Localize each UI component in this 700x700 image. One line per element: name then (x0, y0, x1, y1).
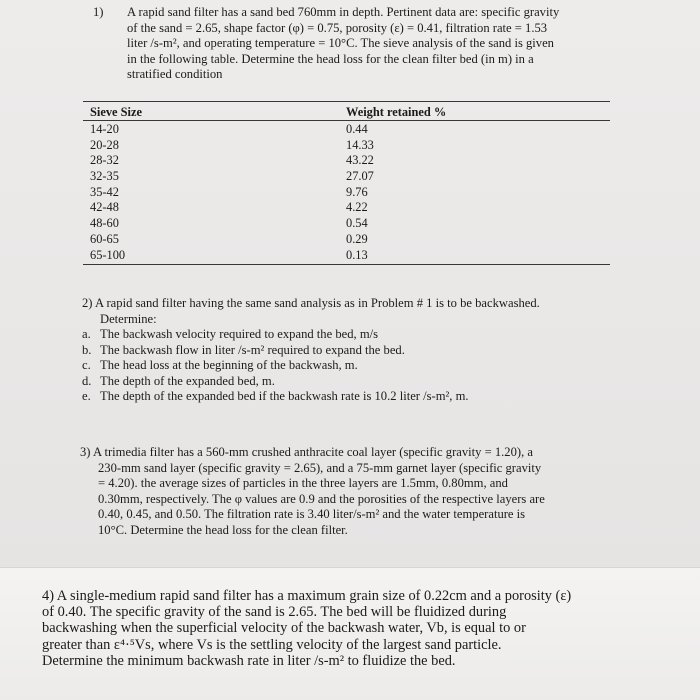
weight-retained-cell: 14.33 (346, 137, 374, 152)
table-header-sieve-size: Sieve Size (90, 105, 142, 119)
problem-3-text (80, 445, 620, 538)
item-label: a. (82, 327, 91, 341)
problem-4-line: Determine the minimum backwash rate in liter /s-m² to fluidize the bed. (42, 652, 456, 669)
sieve-size-cell: 32-35 (90, 169, 119, 184)
weight-retained-cell: 9.76 (346, 184, 368, 199)
table-row (0, 248, 700, 264)
sieve-size-cell: 65-100 (90, 247, 126, 262)
item-label: c. (82, 358, 91, 372)
weight-retained-cell: 0.13 (346, 247, 368, 262)
sieve-table-body (0, 122, 700, 263)
sieve-size-cell: 20-28 (90, 137, 119, 152)
table-bottom-rule (83, 264, 610, 265)
problem-1-text (127, 5, 627, 83)
table-row (0, 216, 700, 232)
table-row (0, 232, 700, 248)
table-top-rule (83, 101, 610, 102)
table-row (0, 122, 700, 138)
problem-2-item (82, 389, 622, 405)
problem-2-item (82, 358, 622, 374)
problem-3-line: 0.30mm, respectively. The φ values are 0.9 and the porosities of the respective layers are (98, 491, 545, 506)
problem-2-determine: Determine: (100, 311, 157, 326)
sieve-size-cell: 60-65 (90, 231, 119, 246)
problem-2-item (82, 374, 622, 390)
table-row (0, 169, 700, 185)
weight-retained-cell: 27.07 (346, 169, 374, 184)
table-row (0, 200, 700, 216)
problem-3-line: = 4.20). the average sizes of particles in the three layers are 1.5mm, 0.80mm, and (98, 476, 508, 490)
problem-3-line: 10°C. Determine the head loss for the clean filter. (98, 522, 348, 537)
item-text: The depth of the expanded bed if the backwash rate is 10.2 liter /s-m², m. (100, 389, 469, 403)
problem-1-line: liter /s-m², and operating temperature = 10°C. The sieve analysis of the sand is given (127, 36, 554, 50)
problem-4-line: backwashing when the superficial velocity of the backwash water, Vb, is equal to or (42, 620, 526, 637)
problem-4-line: 4) A single-medium rapid sand filter has a maximum grain size of 0.22cm and a porosity (ε) (42, 588, 572, 604)
problem-1-line: A rapid sand filter has a sand bed 760mm in depth. Pertinent data are: specific gravity (127, 5, 560, 19)
table-row (0, 138, 700, 154)
item-label: b. (82, 342, 92, 357)
problem-4-line: greater than ε⁴·⁵Vs, where Vs is the settling velocity of the largest sand particle. (42, 636, 502, 653)
problem-1-number: 1) (93, 5, 104, 19)
problem-4-text (42, 588, 642, 669)
problem-3-line: 3) A trimedia filter has a 560-mm crushed anthracite coal layer (specific gravity = 1.20), a (80, 445, 533, 459)
item-label: d. (82, 373, 92, 388)
table-header-weight-retained: Weight retained % (346, 105, 447, 119)
problem-3-line: 0.40, 0.45, and 0.50. The filtration rate is 3.40 liter/s-m² and the water temperature is (98, 507, 526, 521)
problem-2-item (82, 343, 622, 359)
problem-2-item (82, 327, 622, 343)
problem-1-line: of the sand = 2.65, shape factor (φ) = 0.75, porosity (ε) = 0.41, filtration rate = 1.53 (127, 20, 548, 35)
sieve-size-cell: 28-32 (90, 153, 119, 168)
weight-retained-cell: 0.44 (346, 122, 368, 136)
problem-1-line: in the following table. Determine the head loss for the clean filter bed (in m) in a (127, 51, 534, 66)
sieve-size-cell: 14-20 (90, 122, 119, 136)
sieve-size-cell: 42-48 (90, 200, 119, 215)
weight-retained-cell: 43.22 (346, 153, 374, 168)
item-text: The head loss at the beginning of the backwash, m. (100, 358, 358, 372)
item-text: The backwash flow in liter /s-m² required to expand the bed. (100, 342, 405, 357)
problem-2-intro: 2) A rapid sand filter having the same sand analysis as in Problem # 1 is to be backwashed. (82, 296, 540, 310)
table-header-rule (83, 120, 610, 121)
table-row (0, 185, 700, 201)
problem-4-line: of 0.40. The specific gravity of the sand is 2.65. The bed will be fluidized during (42, 604, 507, 621)
weight-retained-cell: 4.22 (346, 200, 368, 215)
sieve-size-cell: 35-42 (90, 184, 119, 199)
sieve-size-cell: 48-60 (90, 216, 119, 231)
weight-retained-cell: 0.29 (346, 231, 368, 246)
weight-retained-cell: 0.54 (346, 216, 368, 231)
item-text: The depth of the expanded bed, m. (100, 373, 275, 388)
problem-3-line: 230-mm sand layer (specific gravity = 2.65), and a 75-mm garnet layer (specific gravity (98, 460, 542, 475)
table-row (0, 153, 700, 169)
item-label: e. (82, 389, 91, 403)
problem-1-line: stratified condition (127, 67, 223, 81)
item-text: The backwash velocity required to expand the bed, m/s (100, 327, 379, 341)
problem-2-text (82, 296, 622, 405)
